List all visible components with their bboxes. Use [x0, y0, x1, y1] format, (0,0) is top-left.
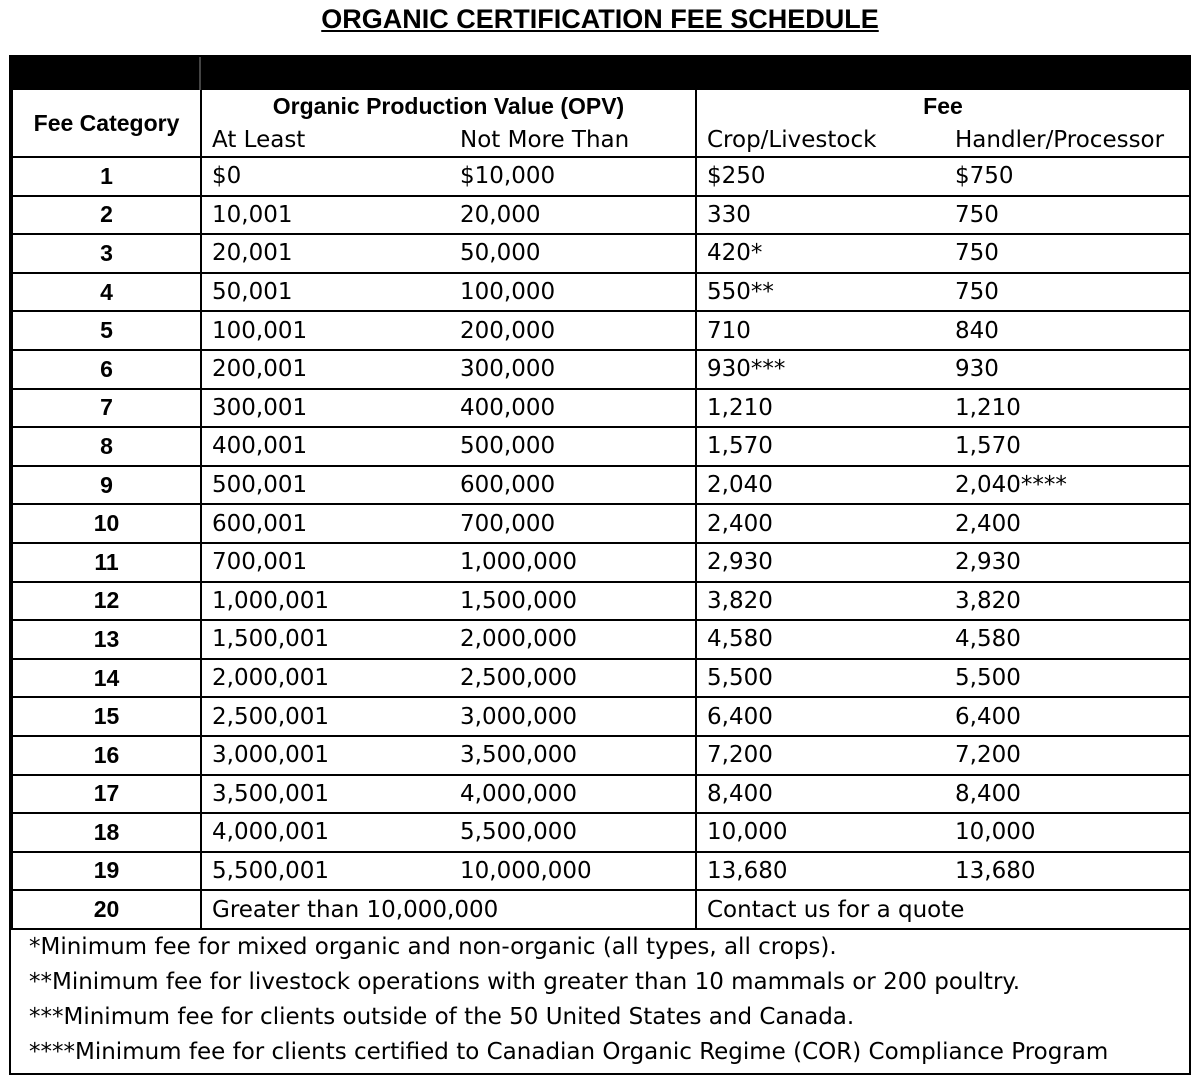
table-row: [12, 697, 1190, 736]
at-least-value: $0: [212, 163, 242, 190]
crop-livestock-fee: 4,580: [707, 626, 773, 653]
header-row-groups: [12, 90, 1190, 123]
fee-values-cell: [696, 813, 1190, 852]
at-least-value: 50,001: [212, 279, 293, 306]
opv-range-cell: [201, 466, 696, 505]
at-least-value: 100,001: [212, 317, 308, 344]
opv-range-cell: [201, 234, 696, 273]
fee-category-cell: 15: [12, 697, 201, 736]
fee-values-cell: [696, 311, 1190, 350]
handler-processor-fee: 5,500: [955, 665, 1021, 692]
at-least-value: 2,500,001: [212, 703, 330, 730]
crop-livestock-fee: 930***: [707, 356, 786, 383]
crop-livestock-fee: 2,400: [707, 510, 773, 537]
table-row: [12, 582, 1190, 621]
fee-values-cell: [696, 736, 1190, 775]
handler-processor-fee: 750: [955, 240, 999, 267]
handler-processor-fee: 6,400: [955, 703, 1021, 730]
opv-range-cell: [201, 620, 696, 659]
fee-category-cell: 4: [12, 273, 201, 312]
fee-category-cell: 12: [12, 582, 201, 621]
opv-range-cell: [201, 157, 696, 196]
not-more-than-value: 1,000,000: [460, 549, 578, 576]
header-black-bar: [11, 57, 1189, 90]
table-row: [12, 504, 1190, 543]
fee-group-header: Fee: [696, 90, 1190, 123]
crop-livestock-fee: 2,930: [707, 549, 773, 576]
at-least-value: 600,001: [212, 510, 308, 537]
opv-range-cell: [201, 350, 696, 389]
handler-processor-fee: 8,400: [955, 780, 1021, 807]
not-more-than-value: 50,000: [460, 240, 541, 267]
fee-category-cell: 18: [12, 813, 201, 852]
fee-values-cell: [696, 582, 1190, 621]
opv-range-cell: [201, 582, 696, 621]
fee-values-cell: [696, 659, 1190, 698]
fee-category-cell: 19: [12, 852, 201, 891]
fee-category-header: Fee Category: [12, 90, 201, 157]
fee-schedule-table: [11, 90, 1191, 930]
handler-processor-fee: 10,000: [955, 819, 1036, 846]
table-row: [12, 273, 1190, 312]
opv-range-cell: [201, 852, 696, 891]
fee-values-cell: [696, 389, 1190, 428]
at-least-value: 20,001: [212, 240, 293, 267]
not-more-than-value: 2,000,000: [460, 626, 578, 653]
crop-livestock-fee: 2,040: [707, 472, 773, 499]
not-more-than-value: 100,000: [460, 279, 556, 306]
table-row: [12, 389, 1190, 428]
handler-processor-fee: 3,820: [955, 587, 1021, 614]
fee-category-cell: 10: [12, 504, 201, 543]
not-more-than-value: 3,000,000: [460, 703, 578, 730]
fee-values-cell: [696, 157, 1190, 196]
fee-values-cell: [696, 427, 1190, 466]
not-more-than-value: 10,000,000: [460, 857, 592, 884]
table-row-last: [12, 890, 1190, 929]
opv-range-cell: [201, 389, 696, 428]
opv-range-cell: [201, 736, 696, 775]
at-least-value: 4,000,001: [212, 819, 330, 846]
not-more-than-value: 300,000: [460, 356, 556, 383]
handler-processor-fee: 930: [955, 356, 999, 383]
fee-category-cell: 6: [12, 350, 201, 389]
fee-category-cell: 7: [12, 389, 201, 428]
handler-processor-fee: 2,040****: [955, 472, 1067, 499]
table-row: [12, 311, 1190, 350]
table-row: [12, 543, 1190, 582]
table-row: [12, 852, 1190, 891]
not-more-than-value: 4,000,000: [460, 780, 578, 807]
fee-category-cell: 16: [12, 736, 201, 775]
opv-range-cell: [201, 311, 696, 350]
not-more-than-value: 700,000: [460, 510, 556, 537]
table-row: [12, 620, 1190, 659]
crop-livestock-header: Crop/Livestock: [707, 126, 877, 153]
handler-processor-fee: 840: [955, 317, 999, 344]
handler-processor-fee: 7,200: [955, 742, 1021, 769]
at-least-value: 1,000,001: [212, 587, 330, 614]
fee-category-cell: 1: [12, 157, 201, 196]
crop-livestock-fee: 7,200: [707, 742, 773, 769]
fee-category-cell: 20: [12, 890, 201, 929]
crop-livestock-fee: 10,000: [707, 819, 788, 846]
at-least-header: At Least: [212, 126, 306, 153]
at-least-value: 5,500,001: [212, 857, 330, 884]
fee-category-cell: 14: [12, 659, 201, 698]
table-row: [12, 350, 1190, 389]
at-least-value: 500,001: [212, 472, 308, 499]
handler-processor-fee: $750: [955, 163, 1014, 190]
fee-values-cell: [696, 350, 1190, 389]
opv-group-header: Organic Production Value (OPV): [201, 90, 696, 123]
opv-range-cell: [201, 775, 696, 814]
fee-values-cell: [696, 852, 1190, 891]
opv-range-cell: [201, 504, 696, 543]
at-least-value: 200,001: [212, 356, 308, 383]
handler-processor-fee: 750: [955, 279, 999, 306]
fee-values-cell: [696, 620, 1190, 659]
fee-values-cell: [696, 196, 1190, 235]
fee-category-cell: 5: [12, 311, 201, 350]
opv-subheader-cell: [201, 123, 696, 157]
table-row: [12, 813, 1190, 852]
crop-livestock-fee: 13,680: [707, 857, 788, 884]
fee-values-cell: [696, 273, 1190, 312]
not-more-than-value: 2,500,000: [460, 665, 578, 692]
fee-category-cell: 11: [12, 543, 201, 582]
fee-values-cell: [696, 234, 1190, 273]
footnote-2: **Minimum fee for livestock operations with greater than 10 mammals or 200 poultry.: [29, 969, 1021, 995]
fee-values-cell: [696, 775, 1190, 814]
fee-category-cell: 8: [12, 427, 201, 466]
opv-range-cell: [201, 543, 696, 582]
not-more-than-value: 20,000: [460, 201, 541, 228]
fee-values-cell: [696, 697, 1190, 736]
crop-livestock-fee: 420*: [707, 240, 763, 267]
at-least-value: 3,500,001: [212, 780, 330, 807]
table-row: [12, 736, 1190, 775]
table-row: [12, 234, 1190, 273]
footnote-3: ***Minimum fee for clients outside of the 50 United States and Canada.: [29, 1004, 855, 1030]
fee-values-cell: [696, 543, 1190, 582]
at-least-value: 3,000,001: [212, 742, 330, 769]
fee-category-cell: 13: [12, 620, 201, 659]
fee-category-cell: 17: [12, 775, 201, 814]
opv-range-cell: [201, 659, 696, 698]
table-row: [12, 196, 1190, 235]
crop-livestock-fee: 5,500: [707, 665, 773, 692]
table-row: [12, 427, 1190, 466]
handler-processor-header: Handler/Processor: [955, 126, 1165, 153]
not-more-than-value: $10,000: [460, 163, 556, 190]
handler-processor-fee: 2,400: [955, 510, 1021, 537]
not-more-than-value: 3,500,000: [460, 742, 578, 769]
fee-category-cell: 2: [12, 196, 201, 235]
fee-values-cell: [696, 466, 1190, 505]
not-more-than-value: 500,000: [460, 433, 556, 460]
footnote-1: *Minimum fee for mixed organic and non-organic (all types, all crops).: [29, 934, 837, 960]
footnote-4: ****Minimum fee for clients certified to Canadian Organic Regime (COR) Compliance Program: [29, 1039, 1109, 1065]
fee-values-cell: Contact us for a quote: [696, 890, 1190, 929]
opv-range-cell: [201, 273, 696, 312]
fee-subheader-cell: [696, 123, 1190, 157]
at-least-value: 2,000,001: [212, 665, 330, 692]
opv-range-cell: [201, 427, 696, 466]
not-more-than-value: 400,000: [460, 394, 556, 421]
not-more-than-header: Not More Than: [460, 126, 630, 153]
fee-values-cell: [696, 504, 1190, 543]
opv-range-cell: [201, 196, 696, 235]
fee-category-cell: 3: [12, 234, 201, 273]
at-least-value: 400,001: [212, 433, 308, 460]
table-row: [12, 157, 1190, 196]
page-title: ORGANIC CERTIFICATION FEE SCHEDULE: [321, 4, 879, 34]
opv-range-cell: [201, 813, 696, 852]
crop-livestock-fee: 6,400: [707, 703, 773, 730]
crop-livestock-fee: 550**: [707, 279, 774, 306]
handler-processor-fee: 2,930: [955, 549, 1021, 576]
table-row: [12, 659, 1190, 698]
at-least-value: 300,001: [212, 394, 308, 421]
handler-processor-fee: 1,570: [955, 433, 1021, 460]
table-row: [12, 775, 1190, 814]
at-least-value: 10,001: [212, 201, 293, 228]
handler-processor-fee: 4,580: [955, 626, 1021, 653]
header-black-bar-divider: [199, 57, 201, 90]
crop-livestock-fee: 3,820: [707, 587, 773, 614]
handler-processor-fee: 13,680: [955, 857, 1036, 884]
crop-livestock-fee: 1,570: [707, 433, 773, 460]
crop-livestock-fee: $250: [707, 163, 766, 190]
at-least-value: 1,500,001: [212, 626, 330, 653]
not-more-than-value: 600,000: [460, 472, 556, 499]
footnotes: [11, 930, 1189, 1070]
crop-livestock-fee: 8,400: [707, 780, 773, 807]
table-row: [12, 466, 1190, 505]
not-more-than-value: 200,000: [460, 317, 556, 344]
opv-range-cell: Greater than 10,000,000: [201, 890, 696, 929]
crop-livestock-fee: 710: [707, 317, 751, 344]
not-more-than-value: 1,500,000: [460, 587, 578, 614]
at-least-value: 700,001: [212, 549, 308, 576]
opv-range-cell: [201, 697, 696, 736]
not-more-than-value: 5,500,000: [460, 819, 578, 846]
fee-category-cell: 9: [12, 466, 201, 505]
fee-schedule-table-frame: [9, 55, 1191, 1075]
handler-processor-fee: 750: [955, 201, 999, 228]
crop-livestock-fee: 330: [707, 201, 751, 228]
handler-processor-fee: 1,210: [955, 394, 1021, 421]
crop-livestock-fee: 1,210: [707, 394, 773, 421]
